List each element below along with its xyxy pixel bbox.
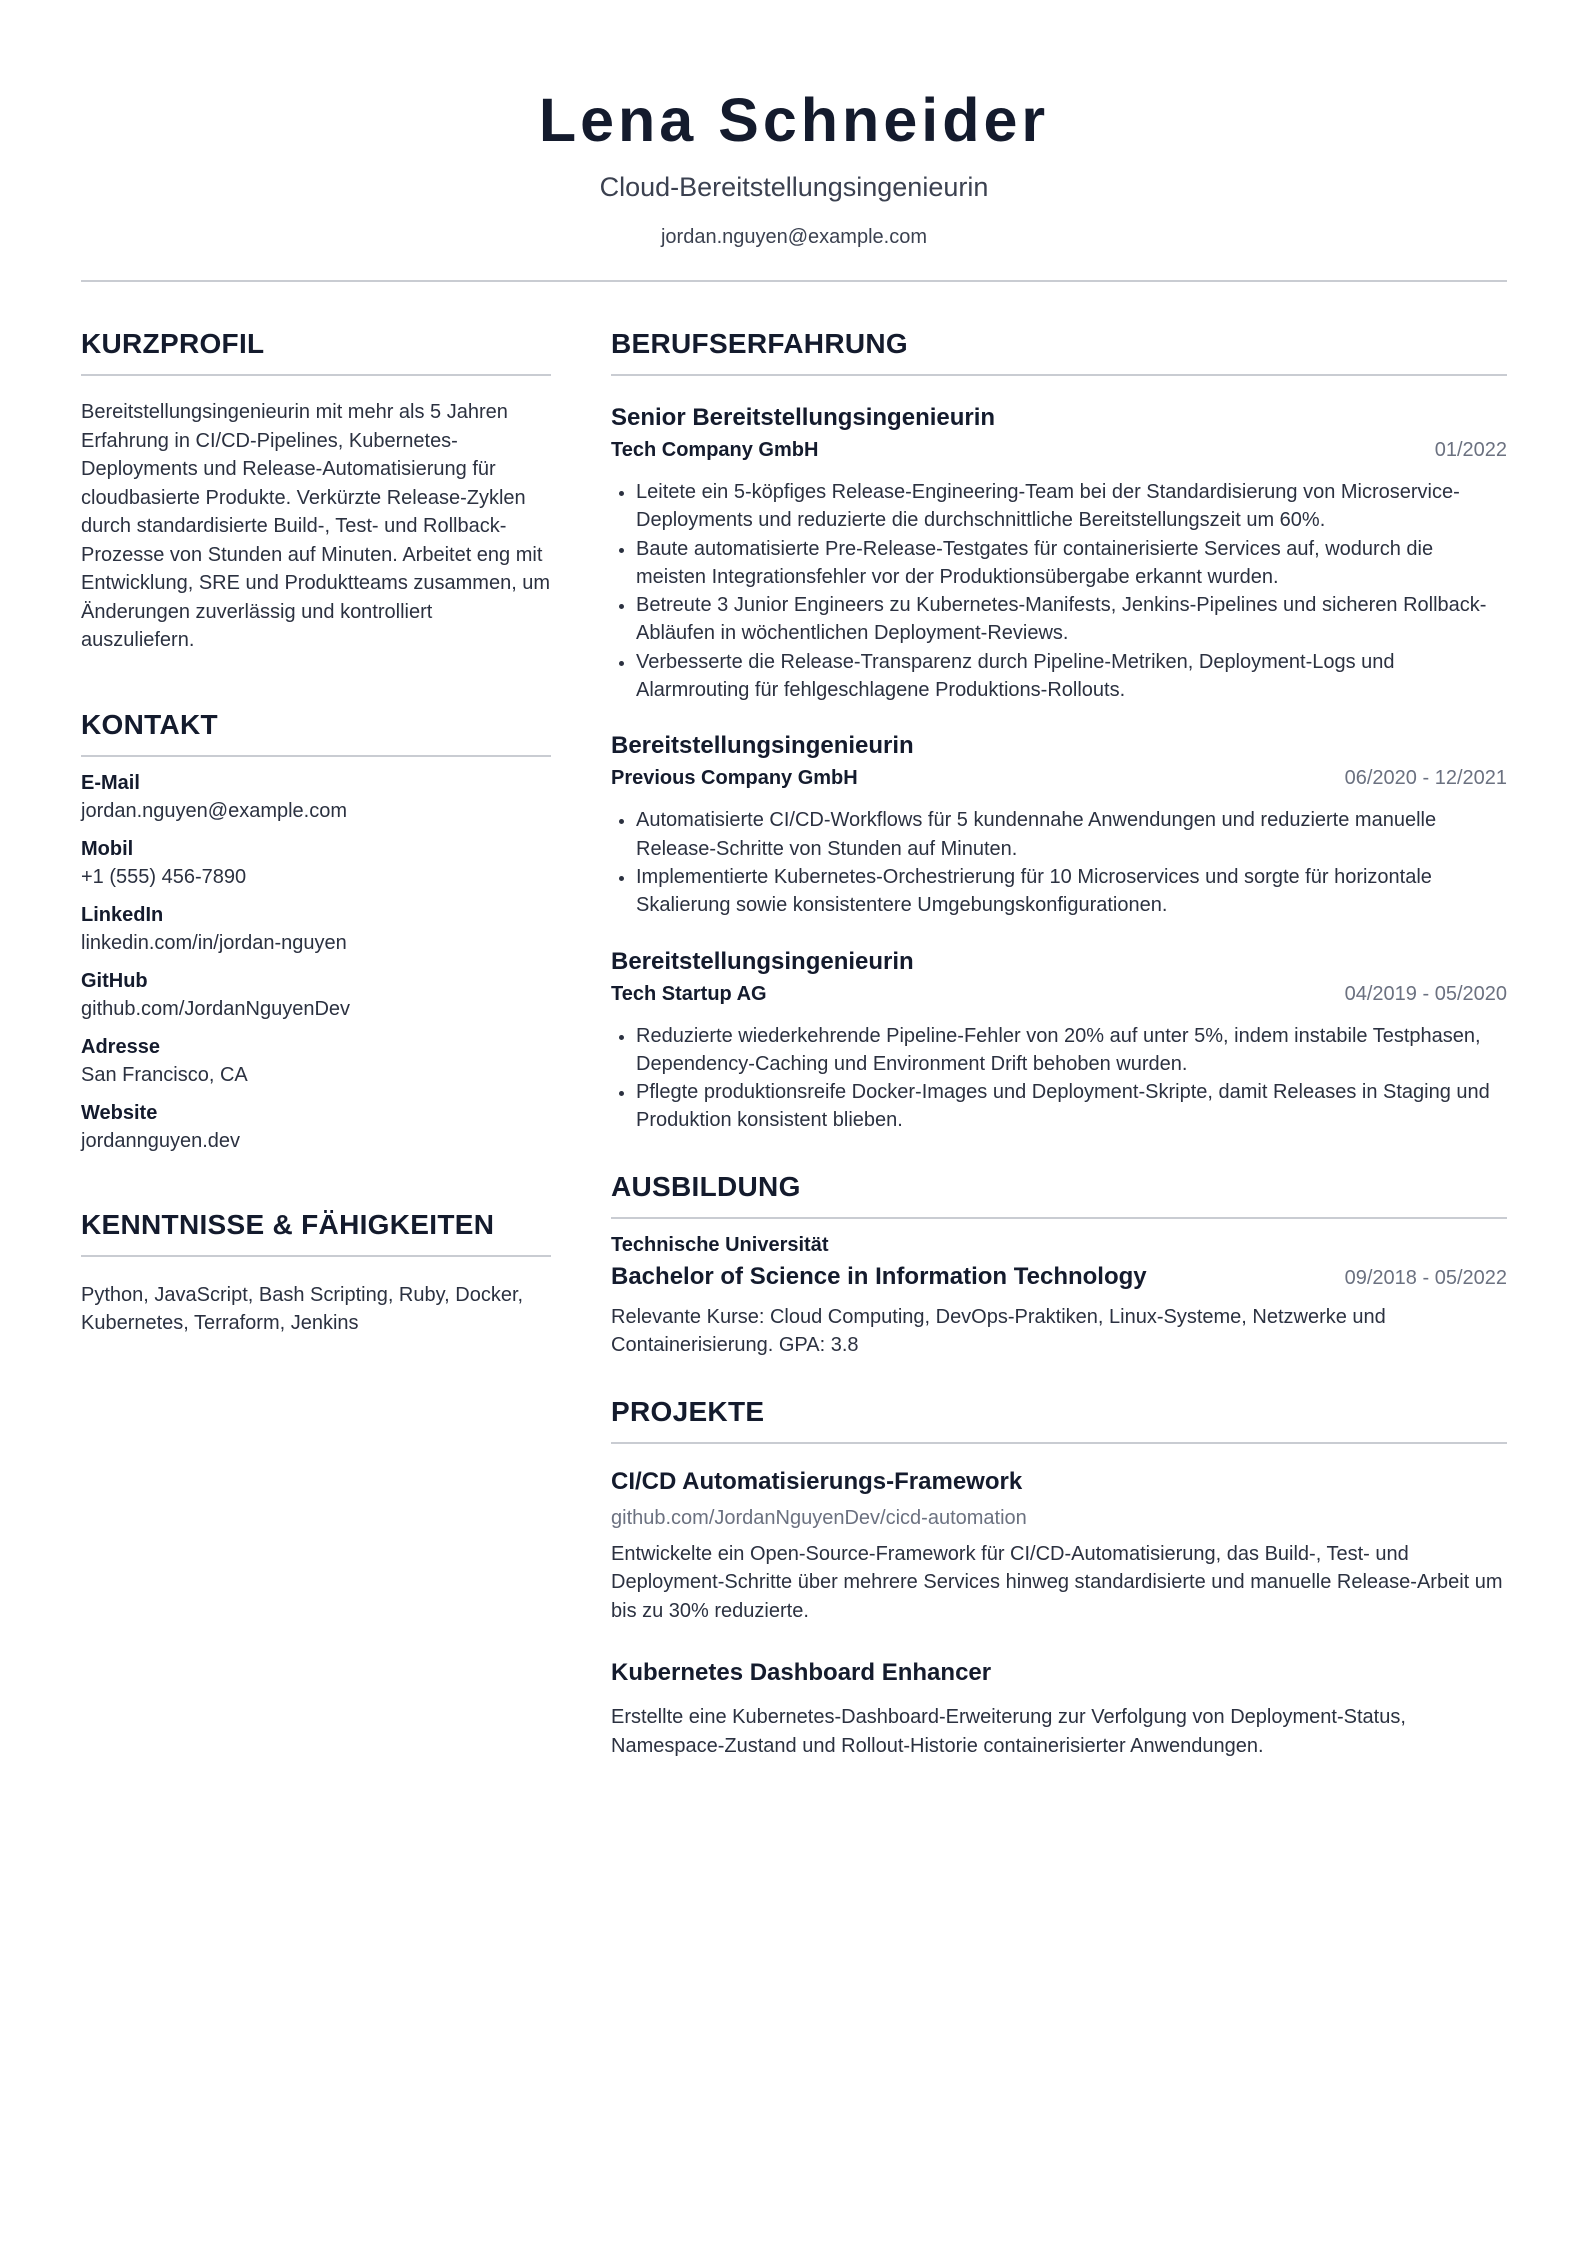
project-entry [611,1657,1507,1760]
job-bullet: Leitete ein 5-köpfiges Release-Engineering-Team bei der Standardisierung von Microservice-Deployments und reduzierte die durchschnittliche Bereitstellungszeit um 60%. [611,478,1507,535]
section-divider [611,374,1507,376]
contact-title: KONTAKT [81,708,218,740]
contact-list [81,769,551,1155]
job-title: Bereitstellungsingenieurin [611,947,914,975]
contact-linkedin-label: LinkedIn [81,903,164,926]
job-title: Senior Bereitstellungsingenieurin [611,404,996,431]
header-divider [81,280,1507,282]
contact-phone-value[interactable]: +1 (555) 456-7890 [81,865,247,888]
header-email: jordan.nguyen@example.com [660,226,927,248]
skills-title: KENNTNISSE & FÄHIGKEITEN [81,1208,495,1240]
job-bullet: Implementierte Kubernetes-Orchestrierung für 10 Microservices und sorgte für horizontale Skalierung sowie konsistentere Umgebungskonfigurationen. [611,863,1507,920]
contact-github-label: GitHub [81,969,148,992]
education-section [611,1169,1507,1360]
section-divider [81,755,551,757]
job-entry [611,402,1507,704]
contact-address-label: Adresse [81,1035,160,1058]
contact-address-value: San Francisco, CA [81,1063,248,1086]
section-divider [81,1255,551,1257]
section-divider [611,1217,1507,1219]
projects-section [611,1394,1507,1761]
project-link[interactable]: github.com/JordanNguyenDev/cicd-automation [611,1506,1027,1529]
job-bullet: Baute automatisierte Pre-Release-Testgates für containerisierte Services auf, wodurch die meisten Integrationsfehler vor der Produktionsübergabe erkannt wurden. [611,535,1507,592]
job-entry [611,946,1507,1135]
contact-website-label: Website [81,1101,158,1124]
summary-section [81,326,551,655]
job-date: 01/2022 [1434,439,1507,461]
experience-title: BERUFSERFAHRUNG [611,328,908,359]
job-bullet: Reduzierte wiederkehrende Pipeline-Fehler von 20% auf unter 5%, indem instabile Testphasen, Dependency-Caching und Environment Drift behoben wurden. [611,1022,1507,1079]
contact-email-label: E-Mail [81,771,140,794]
job-date: 06/2020 - 12/2021 [1344,767,1507,790]
contact-website-value[interactable]: jordannguyen.dev [81,1129,241,1152]
education-school: Technische Universität [611,1233,829,1256]
candidate-headline: Cloud-Bereitstellungsingenieurin [599,172,989,202]
job-bullet: Verbesserte die Release-Transparenz durch Pipeline-Metriken, Deployment-Logs und Alarmrouting für fehlgeschlagene Produktions-Rollouts. [611,648,1507,705]
summary-title: KURZPROFIL [81,328,265,359]
project-description: Entwickelte ein Open-Source-Framework für CI/CD-Automatisierung, das Build-, Test- und Deployment-Schritte über mehrere Services hinweg standardisierte und manuelle Release-Arbeit um bis zu 30% reduzierte. [611,1542,1503,1622]
section-divider [611,1442,1507,1444]
candidate-name: Lena Schneider [538,86,1050,154]
project-description: Erstellte eine Kubernetes-Dashboard-Erweiterung zur Verfolgung von Deployment-Status, Namespace-Zustand und Rollout-Historie containerisierter Anwendungen. [611,1706,1406,1757]
experience-section [611,326,1507,1135]
resume-columns [81,326,1507,1794]
job-company: Previous Company GmbH [611,767,858,790]
project-title: Kubernetes Dashboard Enhancer [611,1659,992,1687]
section-divider [81,374,551,376]
job-title: Bereitstellungsingenieurin [611,732,914,760]
contact-email-value[interactable]: jordan.nguyen@example.com [81,799,348,822]
job-bullet: Betreute 3 Junior Engineers zu Kubernetes-Manifests, Jenkins-Pipelines und sicheren Rollback-Abläufen in wöchentlichen Deployment-Reviews. [611,591,1507,648]
skills-section [81,1207,551,1338]
job-bullets [611,478,1507,704]
contact-phone-label: Mobil [81,837,134,860]
project-title: CI/CD Automatisierungs-Framework [611,1467,1023,1495]
job-company: Tech Startup AG [611,982,767,1005]
right-column [611,326,1507,1794]
contact-github-value[interactable]: github.com/JordanNguyenDev [81,997,351,1020]
education-description: Relevante Kurse: Cloud Computing, DevOps-Praktiken, Linux-Systeme, Netzwerke und Containerisierung. GPA: 3.8 [611,1305,1386,1357]
education-date: 09/2018 - 05/2022 [1344,1266,1507,1289]
resume-header [81,0,1507,250]
job-bullet: Pflegte produktionsreife Docker-Images und Deployment-Skripte, damit Releases in Staging und Produktion konsistent blieben. [611,1078,1507,1135]
projects-title: PROJEKTE [611,1395,765,1427]
job-bullets [611,806,1507,919]
summary-text: Bereitstellungsingenieurin mit mehr als 5 Jahren Erfahrung in CI/CD-Pipelines, Kubernetes-Deployments und Release-Automatisierung für cloudbasierte Produkte. Verkürzte Release-Zyklen durch standardisierte Build-, Test- und Rollback-Prozesse von Stunden auf Minuten. Arbeitet eng mit Entwicklung, SRE und Produktteams zusammen, um Änderungen zuverlässig und kontrolliert auszuliefern. [81,401,551,651]
project-entry [611,1466,1507,1626]
skills-text: Python, JavaScript, Bash Scripting, Ruby, Docker, Kubernetes, Terraform, Jenkins [81,1283,524,1334]
job-date: 04/2019 - 05/2020 [1344,982,1507,1005]
education-title: AUSBILDUNG [611,1170,801,1202]
job-entry [611,730,1507,919]
job-company: Tech Company GmbH [611,439,819,461]
contact-linkedin-value[interactable]: linkedin.com/in/jordan-nguyen [81,931,347,954]
left-column [81,326,551,1794]
education-degree: Bachelor of Science in Information Technology [611,1262,1147,1290]
job-bullet: Automatisierte CI/CD-Workflows für 5 kundennahe Anwendungen und reduzierte manuelle Release-Schritte von Stunden auf Minuten. [611,806,1507,863]
job-bullets [611,1022,1507,1135]
contact-section [81,707,551,1155]
